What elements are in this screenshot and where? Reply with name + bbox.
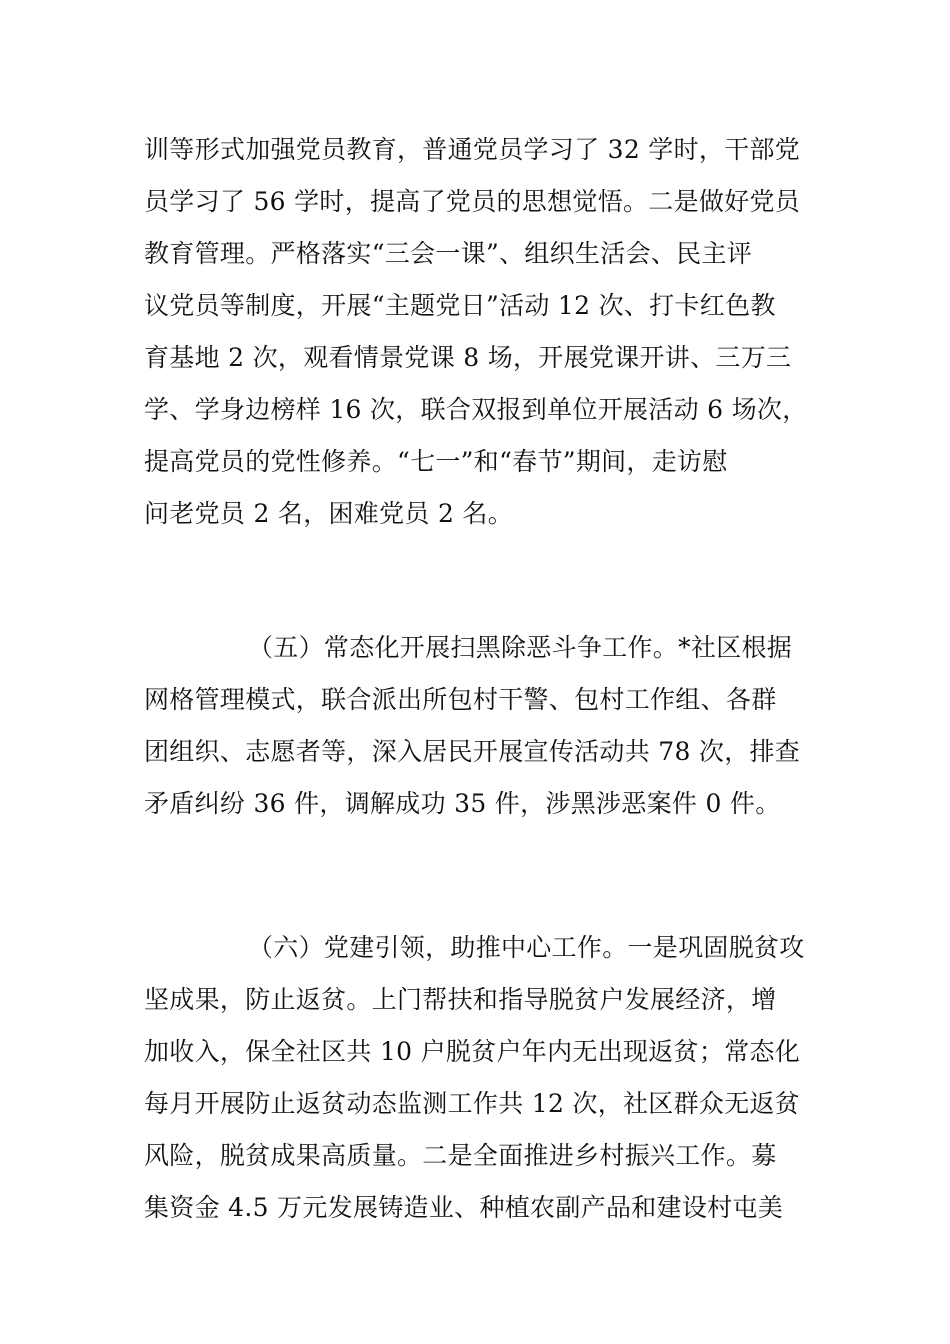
text-line: 坚成果，防止返贫。上门帮扶和指导脱贫户发展经济，增 <box>144 985 777 1014</box>
text-line: 每月开展防止返贫动态监测工作共 12 次，社区群众无返贫 <box>144 1089 801 1118</box>
text-line: 加收入，保全社区共 10 户脱贫户年内无出现返贫；常态化 <box>144 1037 801 1066</box>
text-line: 员学习了 56 学时，提高了党员的思想觉悟。二是做好党员 <box>144 187 801 216</box>
text-line: 网格管理模式，联合派出所包村干警、包村工作组、各群 <box>144 685 777 714</box>
text-line: 训等形式加强党员教育，普通党员学习了 32 学时，干部党 <box>144 135 801 164</box>
text-line: 议党员等制度，开展“主题党日”活动 12 次、打卡红色教 <box>144 291 776 320</box>
paragraph-party-building-lead <box>144 922 808 1234</box>
paragraph-party-education <box>144 124 808 540</box>
text-line: 学、学身边榜样 16 次，联合双报到单位开展活动 6 场次， <box>144 395 808 424</box>
paragraph-anti-crime-campaign <box>144 622 808 830</box>
text-line: 团组织、志愿者等，深入居民开展宣传活动共 78 次，排查 <box>144 737 801 766</box>
section-heading-line: （六）党建引领，助推中心工作。一是巩固脱贫攻 <box>248 933 805 962</box>
text-line: 提高党员的党性修养。“七一”和“春节”期间，走访慰 <box>144 447 728 476</box>
section-heading-line: （五）常态化开展扫黑除恶斗争工作。*社区根据 <box>248 633 793 662</box>
text-line: 育基地 2 次，观看情景党课 8 场，开展党课开讲、三万三 <box>144 343 792 372</box>
text-line: 问老党员 2 名，困难党员 2 名。 <box>144 499 513 528</box>
text-line: 矛盾纠纷 36 件，调解成功 35 件，涉黑涉恶案件 0 件。 <box>144 789 781 818</box>
text-line: 集资金 4.5 万元发展铸造业、种植农副产品和建设村屯美 <box>144 1193 784 1222</box>
text-line: 风险，脱贫成果高质量。二是全面推进乡村振兴工作。募 <box>144 1141 777 1170</box>
text-line: 教育管理。严格落实“三会一课”、组织生活会、民主评 <box>144 239 753 268</box>
